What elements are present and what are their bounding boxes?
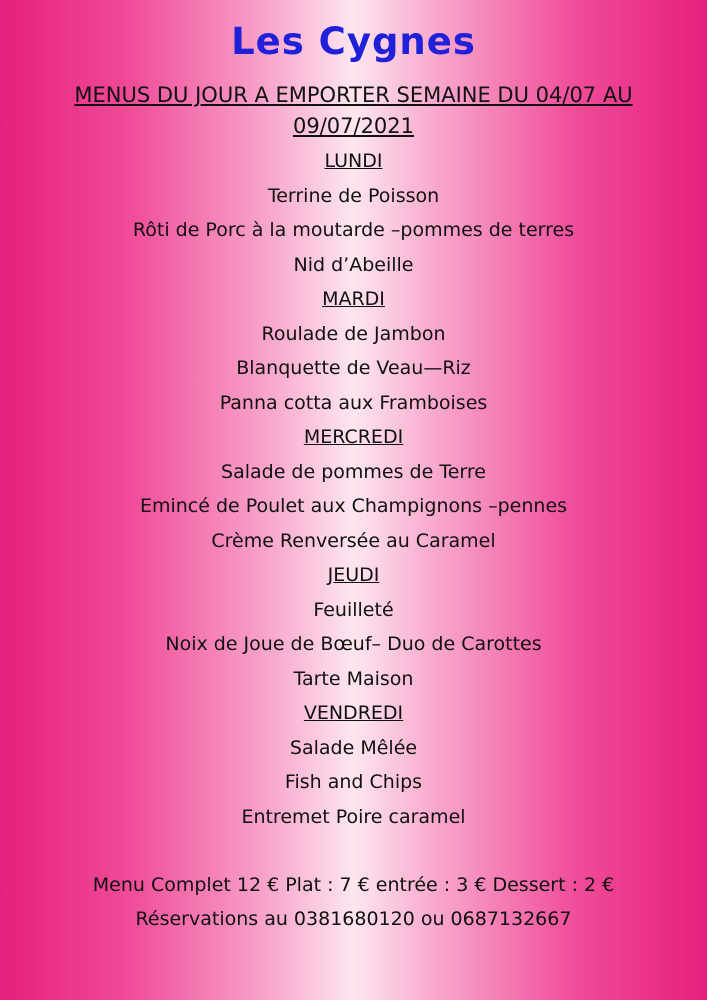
dish-main: Fish and Chips [284,771,423,793]
footer [0,868,707,936]
dish-dessert: Nid d’Abeille [293,253,414,276]
day-heading-vendredi: VENDREDI [303,702,404,724]
dish-entree: Roulade de Jambon [261,322,446,345]
reservation-phone: Réservations au 0381680120 ou 0687132667 [135,908,572,930]
weekly-menu [0,144,707,834]
dish-entree: Salade de pommes de Terre [221,460,486,483]
dish-main: Blanquette de Veau—Riz [236,357,471,379]
price-list: Menu Complet 12 € Plat : 7 € entrée : 3 € Dessert : 2 € [92,874,615,896]
dish-main: Emincé de Poulet aux Champignons –pennes [139,495,568,517]
day-heading-jeudi: JEUDI [327,564,380,586]
dish-entree: Feuilleté [313,598,394,621]
restaurant-title: Les Cygnes [231,20,476,63]
day-heading-mercredi: MERCREDI [303,426,404,448]
dish-entree: Terrine de Poisson [267,184,440,207]
day-heading-lundi: LUNDI [324,150,383,172]
dish-dessert: Tarte Maison [293,667,414,690]
menu-week-heading: MENUS DU JOUR A EMPORTER SEMAINE DU 04/07 AU 09/07/2021 [74,83,633,138]
dish-entree: Salade Mêlée [289,736,418,759]
dish-dessert: Crème Renversée au Caramel [211,529,496,552]
day-heading-mardi: MARDI [322,288,385,310]
dish-dessert: Entremet Poire caramel [241,805,466,828]
dish-dessert: Panna cotta aux Framboises [219,391,488,414]
dish-main: Rôti de Porc à la moutarde –pommes de terres [132,219,575,241]
dish-main: Noix de Joue de Bœuf– Duo de Carottes [165,633,542,655]
